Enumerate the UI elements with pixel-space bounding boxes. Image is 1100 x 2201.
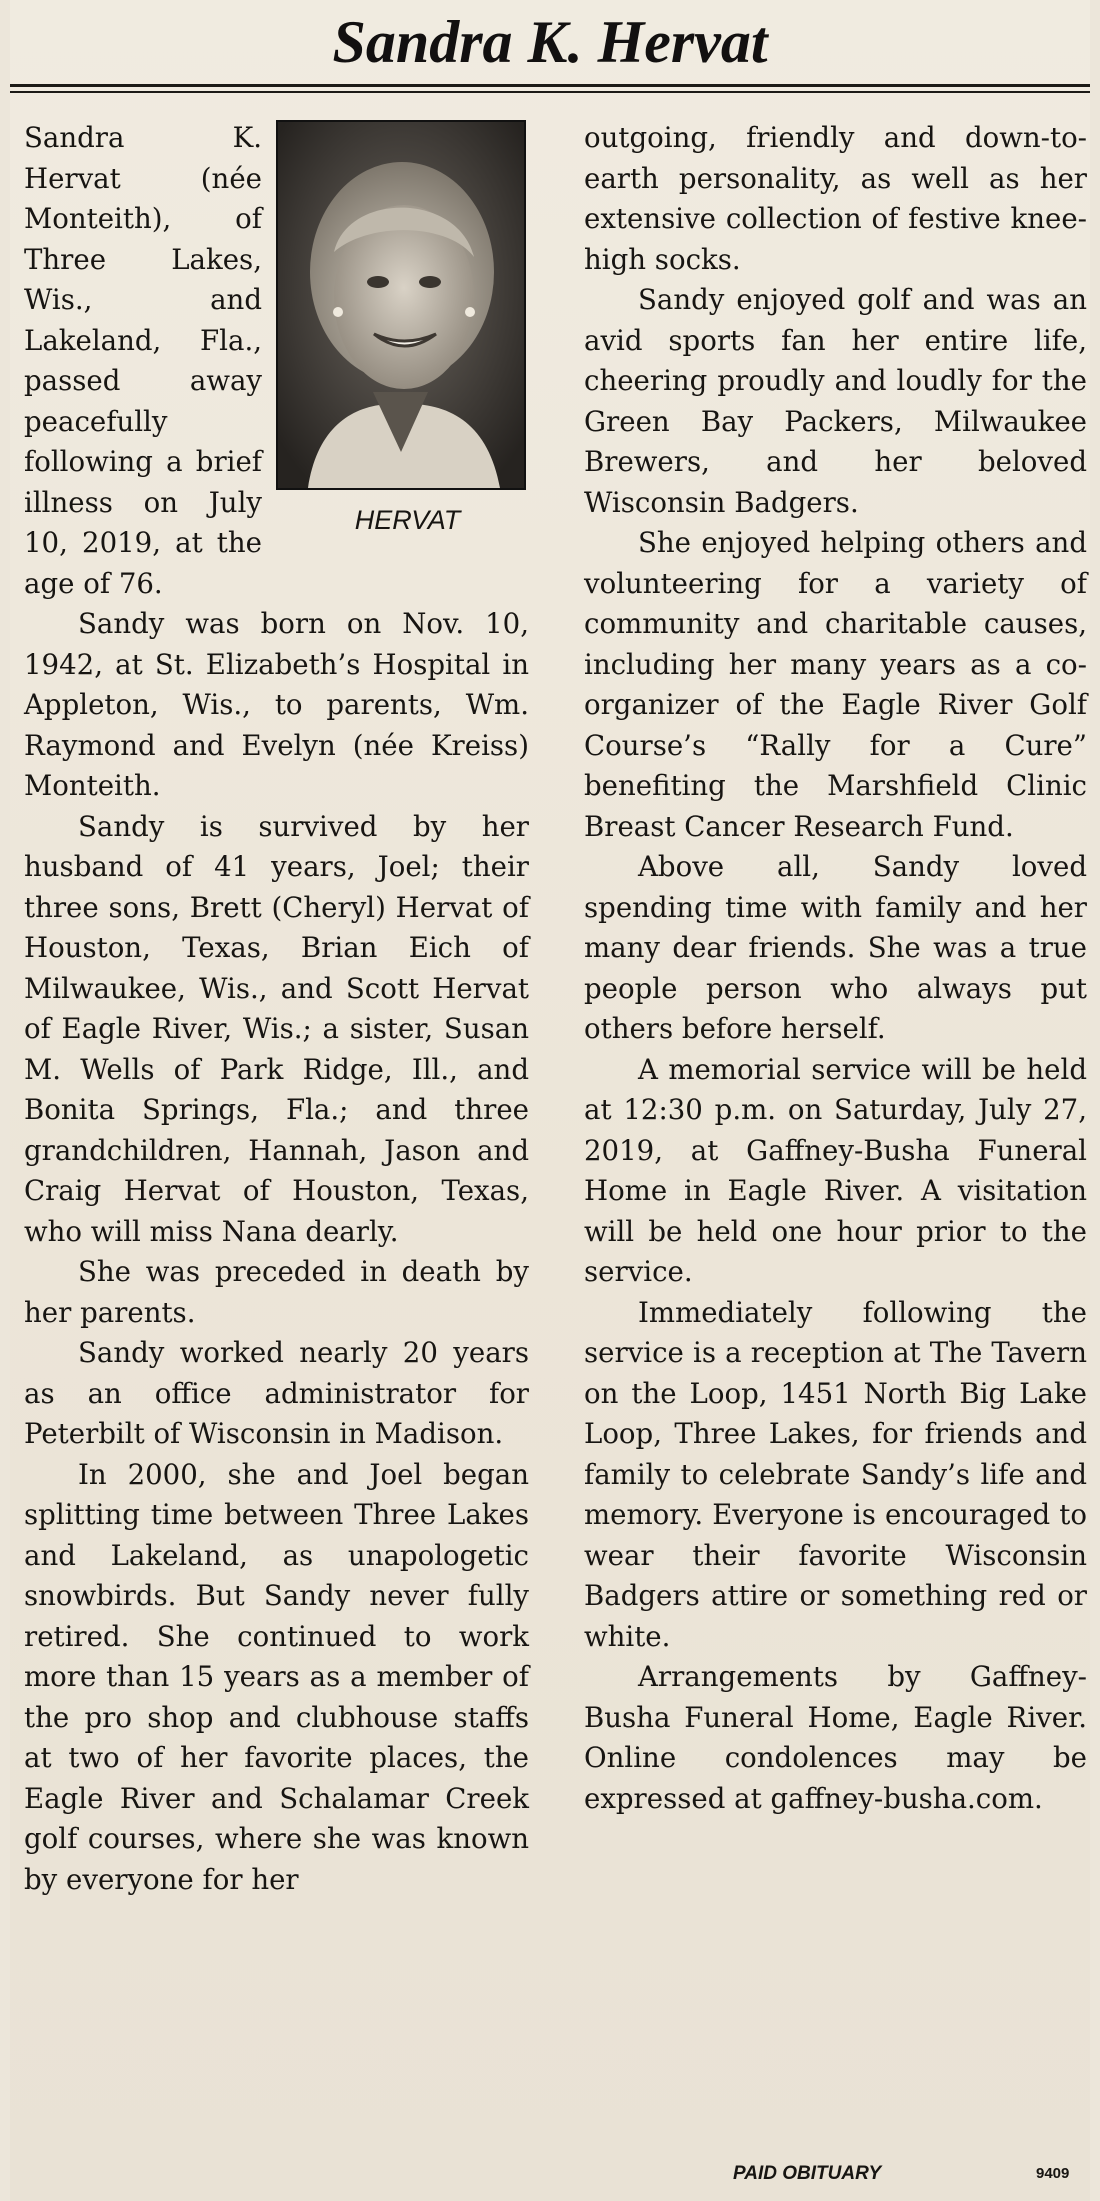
paid-obituary-label: PAID OBITUARY: [733, 2163, 882, 2184]
paragraph-memorial-service: A memorial service will be held at 12:30 p.m. on Saturday, July 27, 2019, at Gaffney-Busha Funeral Home in Eagle River. A visitation will be held one hour prior to the service.: [584, 1052, 1087, 1288]
title-rule-top: [10, 84, 1090, 87]
left-column: [24, 118, 529, 1900]
paragraph-birth: Sandy was born on Nov. 10, 1942, at St. Elizabeth’s Hospital in Appleton, Wis., to parents, Wm. Raymond and Evelyn (née Kreiss) Monteith.: [24, 607, 529, 802]
paragraph-family: Above all, Sandy loved spending time with family and her many dear friends. She was a true people person who always put others before herself.: [584, 850, 1087, 1045]
paragraph-reception: Immediately following the service is a reception at The Tavern on the Loop, 1451 North Big Lake Loop, Three Lakes, for friends and family to celebrate Sandy’s life and memory. Everyone is encouraged to wear their favorite Wisconsin Badgers attire or something red or white.: [584, 1295, 1087, 1653]
paragraph-sports: Sandy enjoyed golf and was an avid sports fan her entire life, cheering proudly and loudly for the Green Bay Packers, Milwaukee Brewers, and her beloved Wisconsin Badgers.: [584, 283, 1087, 519]
portrait-photo: [276, 120, 526, 490]
portrait-figure: [276, 120, 529, 565]
right-column: [584, 118, 1087, 1819]
portrait-caption: HERVAT: [354, 505, 461, 535]
intro-paragraph: Sandra K. Hervat (née Monteith), of Three Lakes, Wis., and Lakeland, Fla., passed away peacefully following a brief illness on July 10, 2019, at the age of 76.: [24, 121, 262, 600]
paragraph-retirement: In 2000, she and Joel began splitting time between Three Lakes and Lakeland, as unapologetic snowbirds. But Sandy never fully retired. She continued to work more than 15 years as a member of the pro shop and clubhouse staffs at two of her favorite places, the Eagle River and Schalamar Creek golf courses, where she was known by everyone for her: [24, 1457, 529, 1896]
paragraph-survivors: Sandy is survived by her husband of 41 years, Joel; their three sons, Brett (Cheryl) Hervat of Houston, Texas, Brian Eich of Milwaukee, Wis., and Scott Hervat of Eagle River, Wis.; a sister, Susan M. Wells of Park Ridge, Ill., and Bonita Springs, Fla.; and three grandchildren, Hannah, Jason and Craig Hervat of Houston, Texas, who will miss Nana dearly.: [24, 809, 529, 1248]
paragraph-volunteering: She enjoyed helping others and volunteering for a variety of community and charitable causes, including her many years as a co-organizer of the Eagle River Golf Course’s “Rally for a Cure” benefiting the Marshfield Clinic Breast Cancer Research Fund.: [584, 526, 1087, 843]
obituary-title: Sandra K. Hervat: [332, 9, 768, 75]
paragraph-preceded: She was preceded in death by her parents.: [24, 1255, 529, 1329]
ad-code: 9409: [1036, 2165, 1070, 2182]
title-rule-bottom: [10, 91, 1090, 93]
paragraph-career: Sandy worked nearly 20 years as an office administrator for Peterbilt of Wisconsin in Madison.: [24, 1336, 529, 1450]
paragraph-arrangements: Arrangements by Gaffney-Busha Funeral Home, Eagle River. Online condolences may be expressed at gaffney-busha.com.: [584, 1660, 1087, 1815]
paragraph-continuation: outgoing, friendly and down-to-earth personality, as well as her extensive collection of festive knee-high socks.: [584, 121, 1087, 276]
